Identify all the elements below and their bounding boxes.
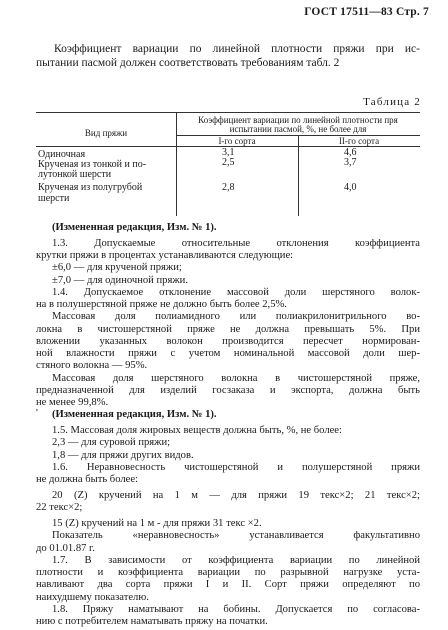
body-line: Массовая доля шерстяного волокна в чистошерстяной пряже,: [52, 372, 420, 384]
body-line: до 01.01.87 г.: [36, 542, 95, 554]
body-line: 1.8. Пряжу наматывают на бобины. Допускается по согласова-: [52, 603, 420, 615]
col-kind-header: Вид пряжи: [84, 128, 128, 138]
body-line: 1.3. Допускаемые относительные отклонения коэффициента: [52, 237, 420, 249]
body-line: Массовая доля полиамидного или полиакрилонитрильного во-: [52, 311, 420, 323]
body-line: 1.4. Допускаемое отклонение массовой доли шерстяного волок-: [52, 286, 420, 298]
body-line: 1.7. В зависимости от коэффициента вариации по линейной: [52, 554, 420, 566]
row-1-sort2: 4,6: [344, 147, 357, 158]
body-line: 1.6. Неравновесность чистошерстяной и полушерстяной пряжи: [52, 461, 420, 473]
intro-line-2: пытании пасмой должен соответствовать требованиям табл. 2: [36, 57, 340, 69]
margin-mark: ': [36, 407, 38, 419]
row-1-kind: Одиночная: [38, 149, 86, 160]
row-2-sort2: 3,7: [344, 157, 357, 168]
row-3-sort1: 2,8: [222, 182, 235, 193]
col-sort2-header: II-го сорта: [338, 136, 380, 146]
body-line: на в полушерстяной пряже не должно быть более 2,5%.: [36, 299, 287, 310]
col-sort1-header: I-го сорта: [218, 136, 256, 146]
row-3-kind-line-1: Крученая из полугрубой: [38, 182, 143, 193]
row-2-kind-line-2: лутонкой шерсти: [38, 169, 112, 180]
amendment-note-2: (Измененная редакция, Изм. № 1).: [52, 409, 217, 421]
body-line: предназначенной для изделий госзаказа и экспорта, должна быть: [36, 384, 420, 396]
page-header: ГОСТ 17511—83 Стр. 7: [304, 6, 429, 18]
body-line: ±6,0 — для крученой пряжи;: [52, 262, 182, 274]
body-line: локна в чистошерстяной пряже не должна превышать 5%. При: [36, 323, 420, 335]
body-line: не должна быть более:: [36, 474, 138, 486]
body-line: стяного волокна — 95%.: [36, 360, 148, 372]
body-line: 22 текс×2;: [36, 502, 83, 514]
row-3-sort2: 4,0: [344, 182, 357, 193]
amendment-note-1: (Измененная редакция, Изм. № 1).: [52, 222, 217, 233]
body-line: не менее 99,8%.: [36, 397, 109, 409]
body-line: нию с потребителем наматывать пряжу на початки.: [36, 616, 268, 627]
body-line: 1.5. Массовая доля жировых веществ должна быть, %, не более:: [52, 425, 342, 437]
row-2-kind-line-1: Крученая из тонкой и по-: [38, 159, 147, 170]
body-line: плотности и коэффициента вариации по разрывной нагрузке уста-: [36, 567, 420, 578]
body-line: 15 (Z) кручений на 1 м - для пряжи 31 текс ×2.: [52, 517, 262, 529]
row-1-sort1: 3,1: [222, 147, 235, 158]
body-line: 2,3 — для суровой пряжи;: [52, 437, 171, 449]
row-2-sort1: 2,5: [222, 157, 235, 168]
col-group-header-line-2: испытании пасмой, %, не более для: [229, 124, 367, 134]
body-line: вложении указанных волокон производится пересчет нормирован-: [36, 335, 420, 347]
table-2: [36, 112, 420, 216]
body-line: навливают два сорта пряжи I и II. Сорт пряжи определяют по: [36, 579, 420, 591]
table-title: Таблица 2: [363, 96, 421, 108]
col-group-header-line-1: Коэффициент вариации по линейной плотности пря: [198, 115, 398, 125]
body-line: Показатель «неравновесность» устанавливается факультативно: [52, 530, 420, 542]
body-line: ной влажности пряжи с учетом номинальной массовой доли шер-: [36, 348, 420, 360]
row-3-kind-line-2: шерсти: [38, 193, 70, 204]
intro-line-1: Коэффициент вариации по линейной плотности пряжи при ис-: [54, 43, 420, 55]
body-line: ±7,0 — для одиночной пряжи.: [52, 274, 188, 286]
body-line: 20 (Z) кручений на 1 м — для пряжи 19 текс×2; 21 текс×2;: [52, 489, 420, 501]
body-line: крутки пряжи в процентах устанавливаются следующие:: [36, 250, 294, 261]
body-line: 1,8 — для пряжи других видов.: [52, 449, 194, 461]
body-line: наихудшему показателю.: [36, 591, 149, 603]
